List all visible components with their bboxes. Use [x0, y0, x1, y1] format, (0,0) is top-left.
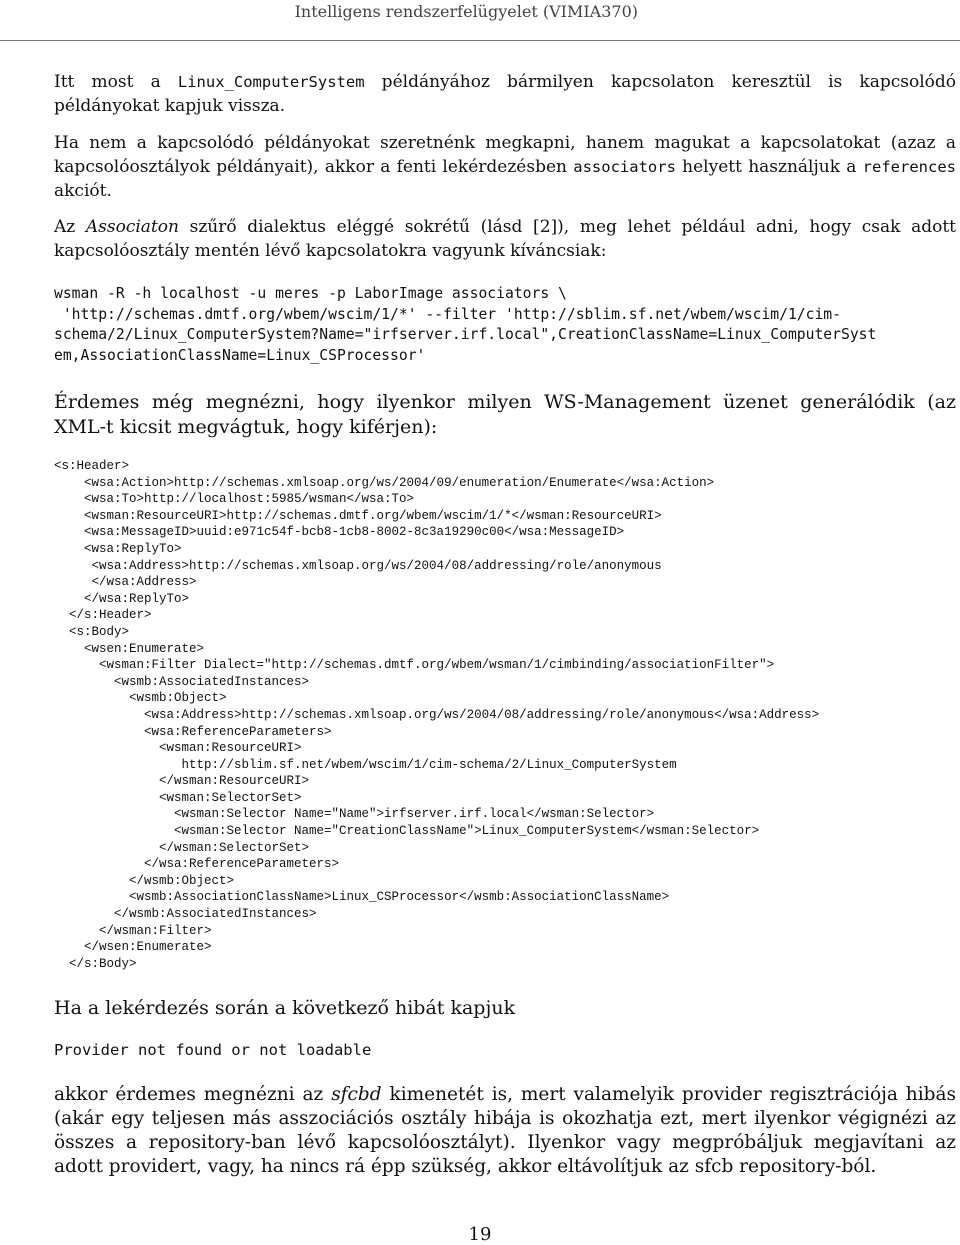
p6-text-a: akkor érdemes megnézni az — [54, 1084, 332, 1105]
xml-line: <wsman:Selector Name="CreationClassName">Linux_ComputerSystem</wsman:Selector> — [54, 824, 760, 839]
header-title: Intelligens rendszerfelügyelet (VIMIA370) — [294, 2, 638, 21]
wsman-command: wsman -R -h localhost -u meres -p LaborImage associators \ 'http://schemas.dmtf.org/wbem/wscim/1/*' --filter 'http://sblim.sf.net/wbem/wscim/1/cim- schema/2/Linux_ComputerSystem?Name="irfserver.irf.local",CreationClassName=Linux_ComputerSyst em,AssociationClassName=Linux_CSProcessor' — [54, 285, 877, 364]
xml-code-block — [54, 458, 954, 972]
xml-line: <wsman:Selector Name="Name">irfserver.irf.local</wsman:Selector> — [54, 807, 655, 822]
xml-line: <wsa:ReplyTo> — [54, 541, 182, 556]
p3-emphasis: Associaton — [85, 217, 179, 237]
xml-line: </wsman:Filter> — [54, 923, 212, 938]
paragraph-sfcbd — [54, 1083, 956, 1179]
p6-text-b: kimenetét is, mert valamelyik provider regisztrációja hibás (akár egy teljesen más asszociációs osztály hibája is okozhatja ezt, mert ilyenkor végignézi az összes a repository-ban lévő kapcsolóosztályt). Ilyenkor vagy megpróbáljuk megjavítani az adott providert, vagy, ha nincs rá épp szükség, akkor eltávolítjuk az sfcb repository-ból. — [54, 1084, 956, 1177]
p2-text-a: Ha nem a kapcsolódó példányokat szeretnénk megkapni, hanem magukat a kapcsolatokat (azaz a kapcsolóosztályok példányait), akkor a fenti lekérdezésben — [54, 133, 956, 177]
xml-line: <s:Header> — [54, 459, 130, 473]
xml-line: <wsa:MessageID>uuid:e971c54f-bcb8-1cb8-8002-8c3a19290c00</wsa:MessageID> — [54, 525, 625, 540]
xml-line: </wsmb:AssociatedInstances> — [54, 907, 317, 922]
xml-line: <wsman:ResourceURI>http://schemas.dmtf.org/wbem/wscim/1/*</wsman:ResourceURI> — [54, 508, 662, 523]
xml-line: </wsa:ReferenceParameters> — [54, 857, 340, 872]
xml-line: <wsa:Address>http://schemas.xmlsoap.org/ws/2004/08/addressing/role/anonymous — [54, 558, 662, 573]
xml-line: <wsman:ResourceURI> — [54, 741, 302, 756]
xml-line: </wsen:Enumerate> — [54, 940, 212, 955]
xml-line: <wsman:SelectorSet> — [54, 790, 302, 805]
error-message: Provider not found or not loadable — [54, 1041, 372, 1059]
page-number: 19 — [468, 1224, 492, 1245]
paragraph-ws-message: Érdemes még megnézni, hogy ilyenkor milyen WS-Management üzenet generálódik (az XML-t kicsit megvágtuk, hogy kiférjen): — [54, 391, 956, 438]
paragraph-filter-dialect — [54, 215, 956, 263]
page-header — [0, 0, 960, 41]
p1-code: Linux_ComputerSystem — [177, 73, 365, 91]
xml-line: <wsman:Filter Dialect="http://schemas.dmtf.org/wbem/wsman/1/cimbinding/associationFilter"> — [54, 658, 775, 673]
paragraph-intro — [54, 70, 956, 118]
xml-line: <wsa:Action>http://schemas.xmlsoap.org/ws/2004/09/enumeration/Enumerate</wsa:Action> — [54, 475, 715, 490]
xml-line: http://sblim.sf.net/wbem/wscim/1/cim-schema/2/Linux_ComputerSystem — [54, 757, 677, 772]
paragraph-error-intro: Ha a lekérdezés során a következő hibát kapjuk — [54, 997, 516, 1019]
xml-line: <wsa:ReferenceParameters> — [54, 724, 332, 739]
p3-text-a: Az — [54, 217, 86, 237]
p2-text-b: helyett használjuk a — [675, 157, 863, 177]
xml-line: <wsmb:AssociatedInstances> — [54, 674, 310, 689]
p3-text-b: szűrő dialektus eléggé sokrétű (lásd [2]), meg lehet például adni, hogy csak adott kapcsolóosztály mentén lévő kapcsolatokra vagyunk kíváncsiak: — [54, 217, 956, 261]
xml-line: </wsa:ReplyTo> — [54, 591, 190, 606]
xml-line: </wsmb:Object> — [54, 873, 235, 888]
xml-line: </wsman:SelectorSet> — [54, 840, 310, 855]
paragraph-references — [54, 131, 956, 203]
p2-text-c: akciót. — [54, 181, 112, 201]
p2-code-references: references — [862, 158, 956, 176]
xml-line: </wsman:ResourceURI> — [54, 774, 310, 789]
xml-line: <wsa:To>http://localhost:5985/wsman</wsa:To> — [54, 492, 415, 507]
xml-line: </s:Header> — [54, 608, 152, 623]
p2-code-associators: associators — [573, 158, 676, 176]
p1-text-b: példányához bármilyen kapcsolaton keresztül is kapcsolódó példányokat kapjuk vissza. — [54, 72, 957, 116]
xml-line: <wsen:Enumerate> — [54, 641, 205, 656]
xml-line: <wsmb:AssociationClassName>Linux_CSProcessor</wsmb:AssociationClassName> — [54, 890, 670, 905]
xml-line: </s:Body> — [54, 956, 137, 971]
xml-line: <s:Body> — [54, 624, 130, 639]
xml-line: <wsa:Address>http://schemas.xmlsoap.org/ws/2004/08/addressing/role/anonymous</wsa:Address> — [54, 707, 820, 722]
xml-line: <wsmb:Object> — [54, 691, 227, 706]
p1-text-a: Itt most a — [54, 72, 178, 92]
xml-line: </wsa:Address> — [54, 575, 197, 590]
p6-emphasis: sfcbd — [331, 1084, 382, 1105]
